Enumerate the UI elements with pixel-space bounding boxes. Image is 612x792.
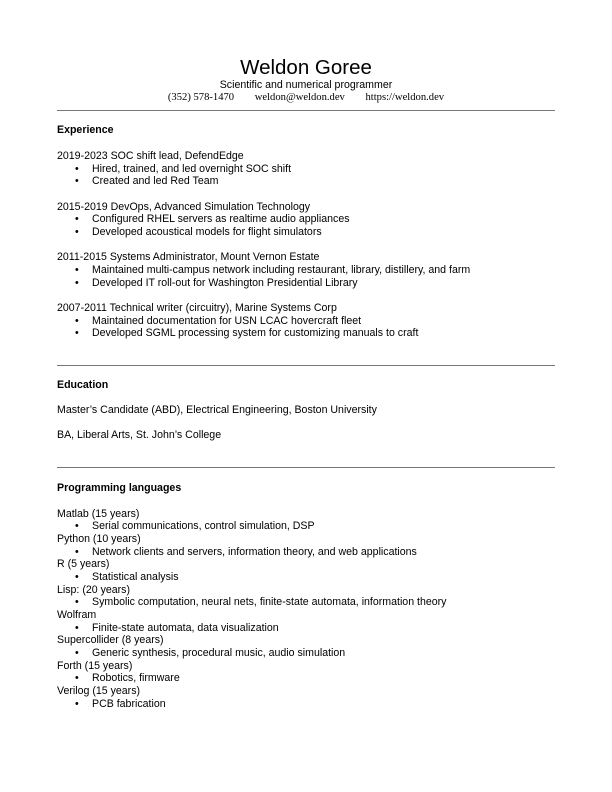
divider xyxy=(57,365,555,366)
bullet-icon: • xyxy=(75,213,79,226)
bullet-text: Developed IT roll-out for Washington Presidential Library xyxy=(92,276,358,289)
bullet-text: PCB fabrication xyxy=(92,697,166,710)
bullet-icon: • xyxy=(75,520,79,533)
bullet-item xyxy=(57,277,557,290)
bullet-text: Finite-state automata, data visualization xyxy=(92,621,279,634)
website-link[interactable]: https://weldon.dev xyxy=(365,92,445,103)
bullet-text: Hired, trained, and led overnight SOC shift xyxy=(92,162,292,175)
entry-title: 2011-2015 Systems Administrator, Mount Vernon Estate xyxy=(57,251,320,264)
bullet-text: Generic synthesis, procedural music, audio simulation xyxy=(92,647,346,660)
entry-title: Python (10 years) xyxy=(57,532,141,545)
bullet-icon: • xyxy=(75,647,79,660)
bullet-text: Developed acoustical models for flight simulators xyxy=(92,226,322,239)
education-list xyxy=(57,404,557,442)
bullet-icon: • xyxy=(75,327,79,340)
bullet-text: Serial communications, control simulation, DSP xyxy=(92,520,315,533)
entry-title: R (5 years) xyxy=(57,558,110,571)
email-link[interactable]: weldon@weldon.dev xyxy=(254,92,345,103)
bullet-item xyxy=(57,647,557,660)
bullet-icon: • xyxy=(75,570,79,583)
entry-title: Forth (15 years) xyxy=(57,659,133,672)
divider xyxy=(57,467,555,468)
entry-title: Verilog (15 years) xyxy=(57,685,141,698)
resume-name: Weldon Goree xyxy=(240,56,372,79)
bullet-item xyxy=(57,264,557,277)
contact-line xyxy=(0,91,612,104)
bullet-item xyxy=(57,672,557,685)
education-item: BA, Liberal Arts, St. John’s College xyxy=(57,429,222,442)
bullet-text: Maintained multi-campus network including restaurant, library, distillery, and farm xyxy=(92,264,471,276)
bullet-icon: • xyxy=(75,621,79,634)
bullet-item xyxy=(57,546,557,559)
bullet-text: Symbolic computation, neural nets, finite-state automata, information theory xyxy=(92,596,447,609)
section-heading-education: Education xyxy=(57,379,109,391)
divider xyxy=(57,110,555,111)
resume-subtitle: Scientific and numerical programmer xyxy=(219,79,393,91)
bullet-text: Developed SGML processing system for customizing manuals to craft xyxy=(92,327,419,340)
bullet-item xyxy=(57,622,557,635)
bullet-icon: • xyxy=(75,596,79,609)
bullet-text: Network clients and servers, information theory, and web applications xyxy=(92,545,417,558)
bullet-icon: • xyxy=(75,314,79,327)
section-heading-languages: Programming languages xyxy=(57,482,182,494)
bullet-item xyxy=(57,571,557,584)
entry-title: Lisp: (20 years) xyxy=(57,583,131,596)
bullet-item xyxy=(57,315,557,328)
bullet-item xyxy=(57,163,557,176)
entry-title: 2015-2019 DevOps, Advanced Simulation Technology xyxy=(57,200,311,213)
entry-title: 2007-2011 Technical writer (circuitry), Marine Systems Corp xyxy=(57,301,337,314)
bullet-item xyxy=(57,213,557,226)
bullet-item xyxy=(57,327,557,340)
entry-title: 2019-2023 SOC shift lead, DefendEdge xyxy=(57,150,244,162)
bullet-icon: • xyxy=(75,226,79,239)
bullet-icon: • xyxy=(75,175,79,188)
experience-list xyxy=(57,150,557,340)
bullet-text: Created and led Red Team xyxy=(92,175,219,188)
entry-title: Matlab (15 years) xyxy=(57,507,140,520)
entry-title: Wolfram xyxy=(57,609,97,621)
bullet-item xyxy=(57,520,557,533)
bullet-icon: • xyxy=(75,264,79,276)
bullet-icon: • xyxy=(75,276,79,289)
section-heading-experience: Experience xyxy=(57,124,114,136)
bullet-item xyxy=(57,596,557,609)
bullet-icon: • xyxy=(75,162,79,175)
bullet-item xyxy=(57,226,557,239)
bullet-text: Maintained documentation for USN LCAC hovercraft fleet xyxy=(92,314,362,327)
bullet-text: Statistical analysis xyxy=(92,570,179,583)
education-item: Master’s Candidate (ABD), Electrical Engineering, Boston University xyxy=(57,404,377,416)
languages-list xyxy=(57,508,557,711)
entry-title: Supercollider (8 years) xyxy=(57,634,164,647)
bullet-text: Configured RHEL servers as realtime audio appliances xyxy=(92,213,350,226)
phone: (352) 578-1470 xyxy=(167,92,235,103)
bullet-item xyxy=(57,175,557,188)
bullet-icon: • xyxy=(75,697,79,710)
bullet-icon: • xyxy=(75,672,79,685)
bullet-text: Robotics, firmware xyxy=(92,672,180,685)
bullet-item xyxy=(57,698,557,711)
bullet-icon: • xyxy=(75,545,79,558)
